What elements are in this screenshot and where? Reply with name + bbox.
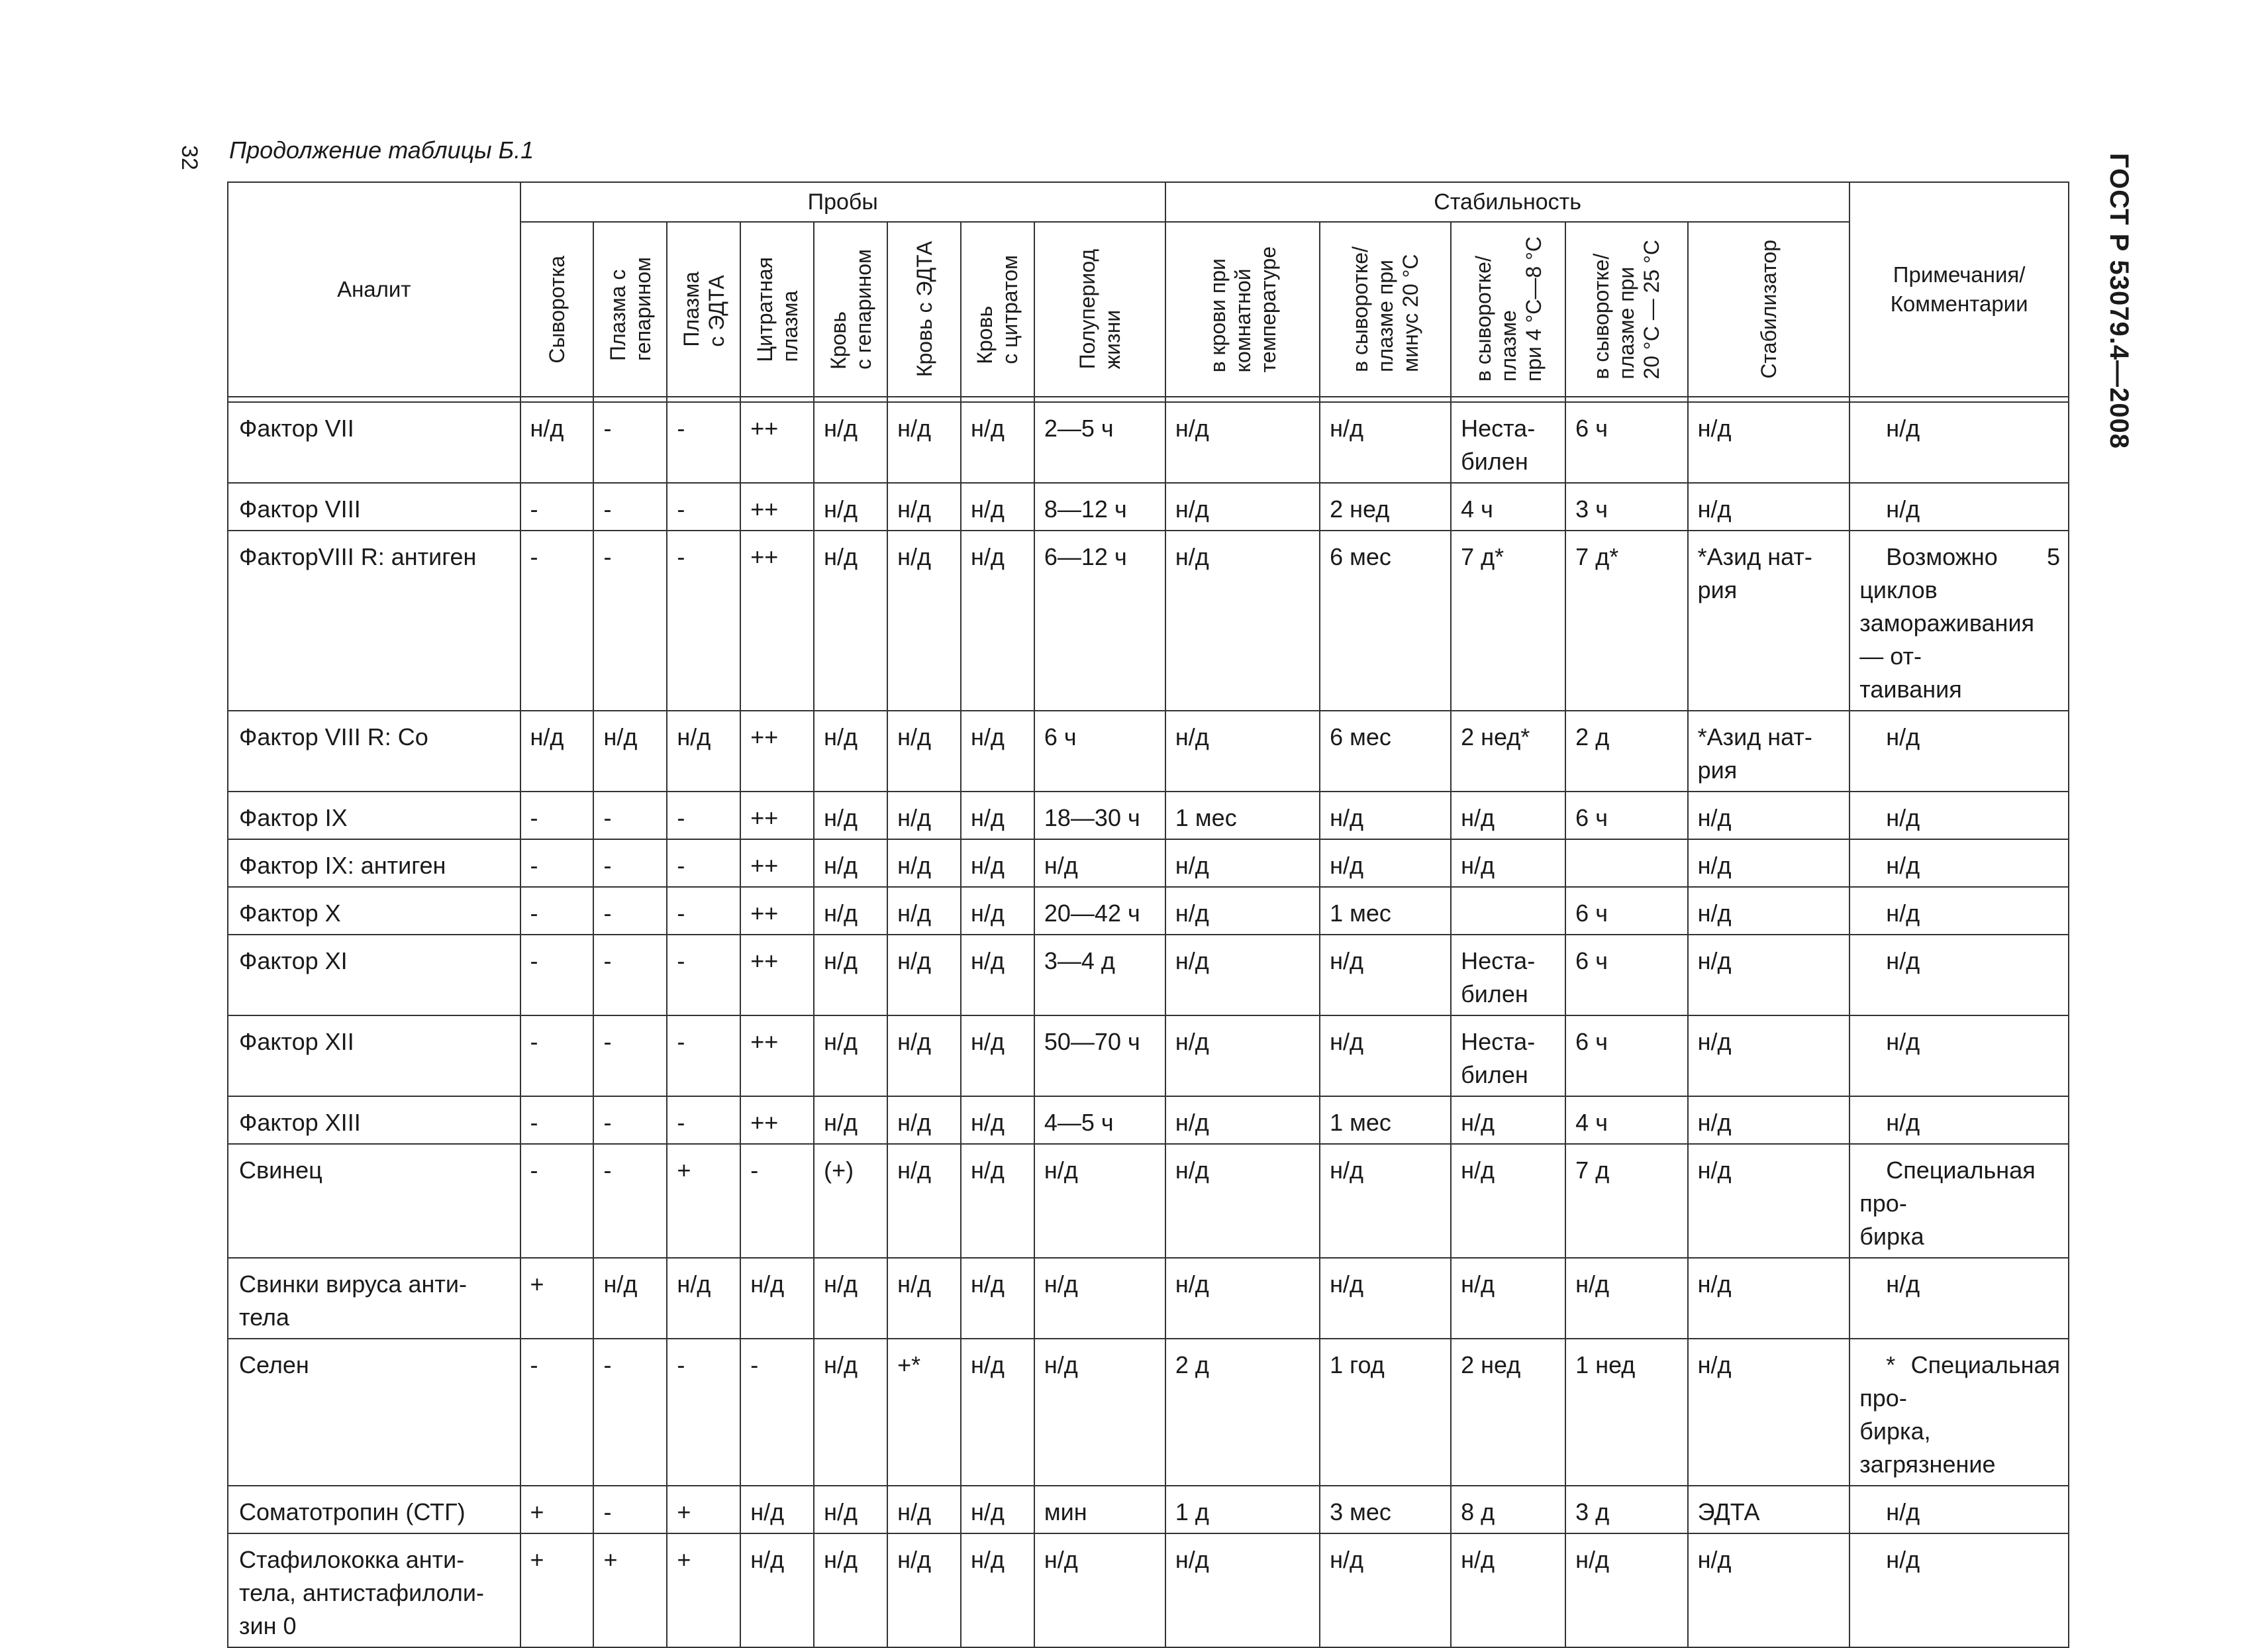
table-cell: - [593,1486,667,1533]
table-row [228,531,2069,711]
table-cell: - [667,792,740,839]
table-cell: н/д [814,935,887,1015]
table-cell: *Азид нат- рия [1688,531,1850,711]
header-column [1688,222,1850,397]
table-cell: н/д [520,711,594,792]
table-cell: 6 ч [1565,402,1687,483]
table-cell: н/д [887,483,961,531]
note-text: н/д [1886,1028,1920,1055]
header-column-label: Кровь с гепарином [826,249,875,370]
header-column-label: в сыворотке/ плазме при 4 °С—8 °С [1471,236,1546,382]
table-cell: н/д [520,402,594,483]
header-column [740,222,814,397]
table-cell: - [740,1339,814,1486]
table-cell: н/д [1320,402,1451,483]
table-cell: н/д [887,935,961,1015]
table-cell: - [667,1339,740,1486]
table-cell: н/д [1688,1144,1850,1258]
note-text: н/д [1886,900,1920,927]
table-cell: н/д [1688,402,1850,483]
header-column [887,222,961,397]
table-cell: - [520,935,594,1015]
table-cell: - [593,1096,667,1144]
table-row [228,887,2069,935]
table-cell: + [520,1486,594,1533]
table-cell: н/д [814,839,887,887]
table-cell: н/д [1165,402,1320,483]
analyte-cell: Фактор IX: антиген [228,839,520,887]
table-cell: н/д [814,1015,887,1096]
table-cell: н/д [1165,483,1320,531]
analyte-cell: Фактор XI [228,935,520,1015]
analyte-cell: Свинец [228,1144,520,1258]
analyte-cell: Фактор X [228,887,520,935]
table-row [228,483,2069,531]
table-cell: н/д [887,1258,961,1339]
table-cell: - [520,1144,594,1258]
analyte-cell: Фактор IX [228,792,520,839]
table-cell: Неста- билен [1451,1015,1565,1096]
table-cell: Неста- билен [1451,935,1565,1015]
table-cell: 4 ч [1565,1096,1687,1144]
table-cell: 3—4 д [1034,935,1165,1015]
table-cell: ЭДТА [1688,1486,1850,1533]
table-cell: н/д [1034,1258,1165,1339]
table-cell: н/д [1320,839,1451,887]
table-cell: - [520,887,594,935]
table-cell: н/д [887,1015,961,1096]
table-cell: н/д [1688,1015,1850,1096]
table-cell: н/д [1688,1258,1850,1339]
table-cell: н/д [1688,1533,1850,1647]
header-column-label: в сыворотке/ плазме при минус 20 °С [1348,246,1423,372]
table-cell: Неста- билен [1451,402,1565,483]
analyte-cell: Соматотропин (СТГ) [228,1486,520,1533]
header-column [593,222,667,397]
table-cell [1565,839,1687,887]
table-cell: н/д [961,531,1034,711]
table-cell: 7 д* [1565,531,1687,711]
note-text: * Специальная про- бирка, загрязнение [1859,1351,2060,1478]
table-cell: 3 д [1565,1486,1687,1533]
table-cell: н/д [814,531,887,711]
note-text: н/д [1886,1498,1920,1525]
table-cell: 6 ч [1565,887,1687,935]
table-cell: н/д [1320,1533,1451,1647]
table-cell: 6 ч [1565,1015,1687,1096]
header-column [1034,222,1165,397]
header-column [1165,222,1320,397]
table-cell: н/д [740,1486,814,1533]
table-cell: 4 ч [1451,483,1565,531]
table-cell: ++ [740,711,814,792]
table-cell: - [520,483,594,531]
header-column-label: Полупериод жизни [1075,249,1124,370]
table-cell: - [520,839,594,887]
header-column [1320,222,1451,397]
table-cell: ++ [740,402,814,483]
analyte-cell: Свинки вируса анти- тела [228,1258,520,1339]
table-cell: 1 нед [1565,1339,1687,1486]
table-cell: н/д [1451,839,1565,887]
table-cell: н/д [887,792,961,839]
table-cell: н/д [593,1258,667,1339]
table-cell: - [667,839,740,887]
table-cell: + [593,1533,667,1647]
table-row [228,711,2069,792]
table-cell: н/д [814,792,887,839]
table-cell: 2 нед* [1451,711,1565,792]
table-cell: н/д [814,402,887,483]
analyte-cell: Фактор VII [228,402,520,483]
table-cell: н/д [887,1096,961,1144]
table-cell: н/д [1320,935,1451,1015]
header-column-label: в сыворотке/ плазме при 20 °С — 25 °С [1589,239,1664,380]
header-column [1565,222,1687,397]
table-cell: н/д [887,402,961,483]
table-cell: н/д [1034,839,1165,887]
table-cell: н/д [961,1339,1034,1486]
table-cell: н/д [1451,1096,1565,1144]
note-cell [1849,1486,2069,1533]
analyte-cell: Фактор XII [228,1015,520,1096]
table-cell: + [520,1258,594,1339]
table-cell: н/д [1034,1144,1165,1258]
table-cell: н/д [1320,792,1451,839]
table-cell: ++ [740,483,814,531]
table-cell: - [520,792,594,839]
table-cell: н/д [814,887,887,935]
table-cell: н/д [887,711,961,792]
table-cell: н/д [961,1533,1034,1647]
table-cell: н/д [961,792,1034,839]
note-cell [1849,887,2069,935]
table-row [228,1015,2069,1096]
analyte-cell: Фактор VIII [228,483,520,531]
header-column-label: Сыворотка [545,255,569,364]
note-text: н/д [1886,723,1920,750]
table-cell: н/д [1165,935,1320,1015]
table-cell: н/д [887,1533,961,1647]
table-cell: н/д [1320,1144,1451,1258]
note-cell [1849,792,2069,839]
table-cell: - [593,935,667,1015]
table-cell: - [520,1096,594,1144]
table-cell: - [520,1015,594,1096]
note-cell [1849,402,2069,483]
header-column-label: Плазма с ЭДТА [679,272,728,347]
table-cell: н/д [887,887,961,935]
table-row [228,839,2069,887]
analyte-cell: Стафилококка анти- тела, антистафилоли- зин 0 [228,1533,520,1647]
table-cell: 20—42 ч [1034,887,1165,935]
table-cell: н/д [961,1258,1034,1339]
note-text: н/д [1886,495,1920,523]
table-cell: н/д [814,711,887,792]
header-column-label: Стабилизатор [1756,240,1781,379]
table-cell: (+) [814,1144,887,1258]
table-cell: ++ [740,935,814,1015]
note-text: н/д [1886,415,1920,442]
table-cell: *Азид нат- рия [1688,711,1850,792]
analyte-cell: Селен [228,1339,520,1486]
note-cell [1849,1533,2069,1647]
table-cell: - [667,402,740,483]
table-cell: 7 д [1565,1144,1687,1258]
table-cell: 18—30 ч [1034,792,1165,839]
table-cell: н/д [1165,531,1320,711]
note-cell [1849,1258,2069,1339]
note-cell [1849,1144,2069,1258]
table-cell: н/д [1565,1258,1687,1339]
table-row [228,1486,2069,1533]
table-cell: 1 мес [1320,1096,1451,1144]
table-cell: ++ [740,1096,814,1144]
table-cell: ++ [740,792,814,839]
table-cell: н/д [1165,1258,1320,1339]
table-cell: н/д [887,1486,961,1533]
table-cell: + [667,1486,740,1533]
header-gap-row [228,397,2069,402]
table-cell: ++ [740,887,814,935]
table-cell: 6 ч [1565,792,1687,839]
table-row [228,1339,2069,1486]
table-cell: н/д [1688,1096,1850,1144]
table-cell: 7 д* [1451,531,1565,711]
table-cell: н/д [814,1533,887,1647]
table-cell: 3 ч [1565,483,1687,531]
table-cell: - [593,531,667,711]
note-cell [1849,711,2069,792]
table-cell: н/д [961,483,1034,531]
table-cell: н/д [1688,887,1850,935]
table-cell: 3 мес [1320,1486,1451,1533]
table-cell: н/д [1451,792,1565,839]
header-column-label: Цитратная плазма [752,256,802,362]
table-cell: н/д [1688,935,1850,1015]
table-cell: 2—5 ч [1034,402,1165,483]
table-cell: н/д [887,839,961,887]
table-row [228,1144,2069,1258]
table-cell: - [667,1015,740,1096]
table-cell: н/д [814,1339,887,1486]
table-cell: н/д [814,1096,887,1144]
analyte-cell: ФакторVIII R: антиген [228,531,520,711]
table-cell: н/д [593,711,667,792]
table-cell: - [667,1096,740,1144]
table-cell: н/д [1034,1533,1165,1647]
table-cell: + [667,1144,740,1258]
table-cell: н/д [961,1096,1034,1144]
note-cell [1849,531,2069,711]
header-analyte: Аналит [228,182,520,397]
header-column [520,222,594,397]
table-row [228,402,2069,483]
table-cell: - [593,887,667,935]
table-cell: н/д [1034,1339,1165,1486]
table-cell: 6 мес [1320,531,1451,711]
table-cell: н/д [1565,1533,1687,1647]
table-cell: - [667,935,740,1015]
table-cell: н/д [961,1486,1034,1533]
table-cell: н/д [961,711,1034,792]
note-text: н/д [1886,1270,1920,1298]
note-text: Специальная про- бирка [1859,1157,2036,1250]
table-cell: 6 мес [1320,711,1451,792]
table-cell: - [593,1015,667,1096]
header-column-label: Кровь с цитратом [973,254,1022,364]
table-row [228,1096,2069,1144]
table-caption: Продолжение таблицы Б.1 [229,136,534,164]
page-number: 32 [177,145,203,170]
header-column [667,222,740,397]
note-cell [1849,1339,2069,1486]
table-cell: 2 д [1165,1339,1320,1486]
note-cell [1849,483,2069,531]
table-cell: - [593,483,667,531]
note-cell [1849,1015,2069,1096]
table-cell: н/д [667,711,740,792]
table-cell: н/д [1165,1144,1320,1258]
table-cell: н/д [1451,1533,1565,1647]
table-cell: + [667,1533,740,1647]
table-cell: н/д [961,935,1034,1015]
table-cell: н/д [740,1533,814,1647]
table-cell: - [593,792,667,839]
table-cell: 2 нед [1320,483,1451,531]
table-cell: н/д [1688,1339,1850,1486]
table-cell: - [667,887,740,935]
header-group-stability: Стабильность [1165,182,1849,222]
table-cell: н/д [887,1144,961,1258]
table-cell: 2 нед [1451,1339,1565,1486]
table-cell: 50—70 ч [1034,1015,1165,1096]
note-text: н/д [1886,804,1920,831]
table-cell: - [740,1144,814,1258]
header-column-label: Кровь с ЭДТА [912,241,936,378]
table-cell: н/д [961,1015,1034,1096]
table-cell: 8 д [1451,1486,1565,1533]
table-cell: 6—12 ч [1034,531,1165,711]
note-text: н/д [1886,852,1920,879]
table-cell: - [520,1339,594,1486]
table-cell: н/д [961,887,1034,935]
note-cell [1849,1096,2069,1144]
table-cell: н/д [1320,1015,1451,1096]
document-id [2099,142,2139,460]
table-cell: 6 ч [1565,935,1687,1015]
table-cell: - [593,1144,667,1258]
data-table [227,181,2069,1648]
table-cell: н/д [1320,1258,1451,1339]
table-cell: мин [1034,1486,1165,1533]
table-cell: н/д [814,483,887,531]
table-cell: 2 д [1565,711,1687,792]
note-text: н/д [1886,947,1920,974]
table-cell: н/д [1165,1015,1320,1096]
note-text: н/д [1886,1546,1920,1573]
table-cell: +* [887,1339,961,1486]
table-row [228,1533,2069,1647]
table-cell: ++ [740,839,814,887]
note-text: н/д [1886,1109,1920,1136]
table-cell: н/д [814,1486,887,1533]
table-cell: 1 мес [1165,792,1320,839]
table-cell: н/д [1688,483,1850,531]
analyte-cell: Фактор VIII R: Со [228,711,520,792]
table-cell: 1 год [1320,1339,1451,1486]
analyte-cell: Фактор XIII [228,1096,520,1144]
table-cell: н/д [1165,1533,1320,1647]
table-row [228,935,2069,1015]
table-cell: - [520,531,594,711]
table-cell: н/д [740,1258,814,1339]
table-cell: н/д [1451,1144,1565,1258]
table-cell: н/д [1451,1258,1565,1339]
table-cell: - [593,1339,667,1486]
table-cell: н/д [1165,887,1320,935]
table-cell: н/д [1688,839,1850,887]
table-row [228,792,2069,839]
header-column [814,222,887,397]
table-cell: н/д [961,402,1034,483]
note-text: Возможно 5 циклов замораживания — от- таивания [1859,543,2060,703]
table-cell: - [667,483,740,531]
table-cell: - [593,402,667,483]
header-column [961,222,1034,397]
header-notes: Примечания/ Комментарии [1849,182,2069,397]
table-cell: ++ [740,531,814,711]
table-cell: 1 мес [1320,887,1451,935]
table-cell: 6 ч [1034,711,1165,792]
table-cell: - [593,839,667,887]
header-group-samples: Пробы [520,182,1165,222]
table-cell: н/д [887,531,961,711]
header-column [1451,222,1565,397]
table-cell: ++ [740,1015,814,1096]
table-cell: н/д [667,1258,740,1339]
table-cell: н/д [814,1258,887,1339]
note-cell [1849,935,2069,1015]
table-cell: н/д [1165,711,1320,792]
header-column-label: в крови при комнатной температуре [1205,246,1280,373]
table-cell: н/д [961,1144,1034,1258]
table-cell: 8—12 ч [1034,483,1165,531]
table-cell: 1 д [1165,1486,1320,1533]
table-cell: н/д [961,839,1034,887]
table-cell [1451,887,1565,935]
document-id-text: ГОСТ Р 53079.4—2008 [2104,152,2134,449]
table-cell: н/д [1688,792,1850,839]
table-cell: - [667,531,740,711]
note-cell [1849,839,2069,887]
table-row [228,1258,2069,1339]
header-column-label: Плазма с гепарином [605,257,655,362]
table-cell: н/д [1165,1096,1320,1144]
table-cell: + [520,1533,594,1647]
table-cell: н/д [1165,839,1320,887]
table-cell: 4—5 ч [1034,1096,1165,1144]
